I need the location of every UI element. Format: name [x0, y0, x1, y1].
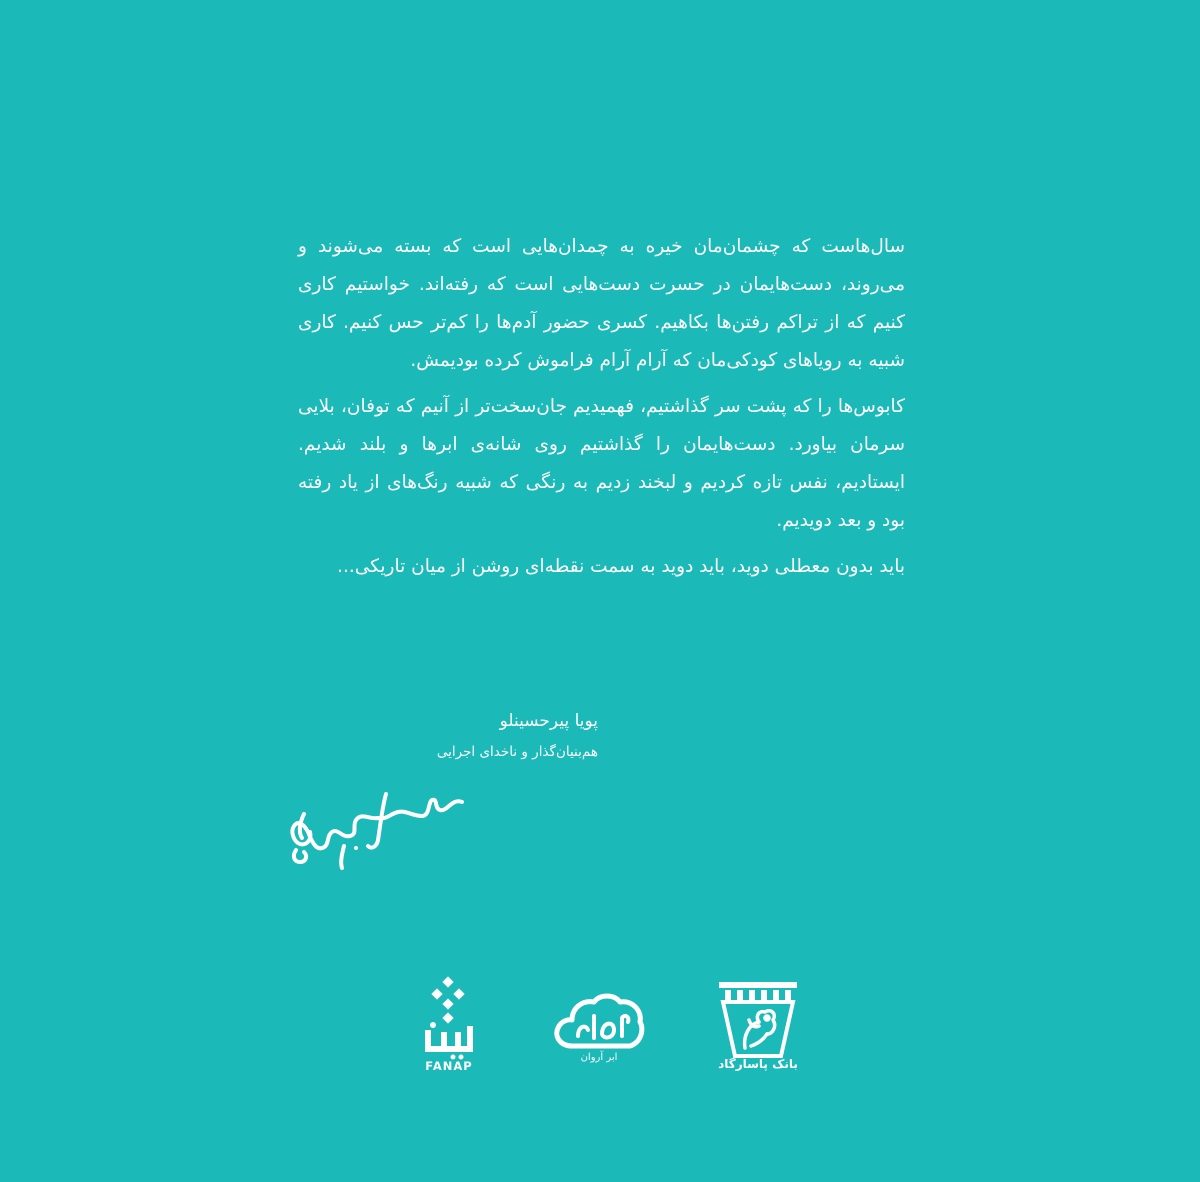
author-role: هم‌بنیان‌گذار و ناخدای اجرایی: [436, 744, 598, 760]
fanap-logo-caption: FANAP: [425, 1059, 473, 1073]
letter-paragraph-2: کابوس‌ها را که پشت سر گذاشتیم، فهمیدیم جان‌سخت‌تر از آنیم که توفان، بلایی سرمان بیاورد. دست‌هایمان را گذاشتیم روی شانه‌ی ابرها و بلند شدیم. ایستادیم، نفس تازه کردیم و لبخند زدیم به رنگی که شبیه رنگ‌های از یاد رفته بود و بعد دویدیم.: [298, 396, 905, 531]
abrarvan-logo-caption: ابر آروان: [580, 1052, 618, 1063]
cloud-logo-icon: [552, 990, 646, 1052]
pasargad-column-icon: [715, 980, 801, 1058]
abrarvan-logo: [550, 990, 648, 1064]
letter-paragraph-1: سال‌هاست که چشمان‌مان خیره به چمدان‌هایی است که بسته می‌شوند و می‌روند، دست‌هایمان در حسرت دست‌هایی است که رفته‌اند. خواستیم کاری کنیم که از تراکم رفتن‌ها بکاهیم. کسری حضور آدم‌ها را کم‌تر حس کنیم. کاری شبیه به رویاهای کودکی‌مان که آرام آرام فراموش کرده بودیمش.: [298, 236, 905, 371]
fanap-emblem-icon: [419, 976, 479, 1060]
author-name: پویا پیرحسینلو: [499, 711, 598, 731]
letter-body: [298, 228, 905, 594]
pasargad-logo-caption: بانک پاسارگاد: [718, 1057, 798, 1071]
letter-paragraph-3: باید بدون معطلی دوید، باید دوید به سمت نقطه‌ای روشن از میان تاریکی...: [337, 556, 905, 577]
author-block: [298, 707, 598, 763]
fanap-logo: [412, 976, 486, 1072]
pasargad-bank-logo: [708, 980, 808, 1070]
signature-image: [282, 788, 467, 872]
